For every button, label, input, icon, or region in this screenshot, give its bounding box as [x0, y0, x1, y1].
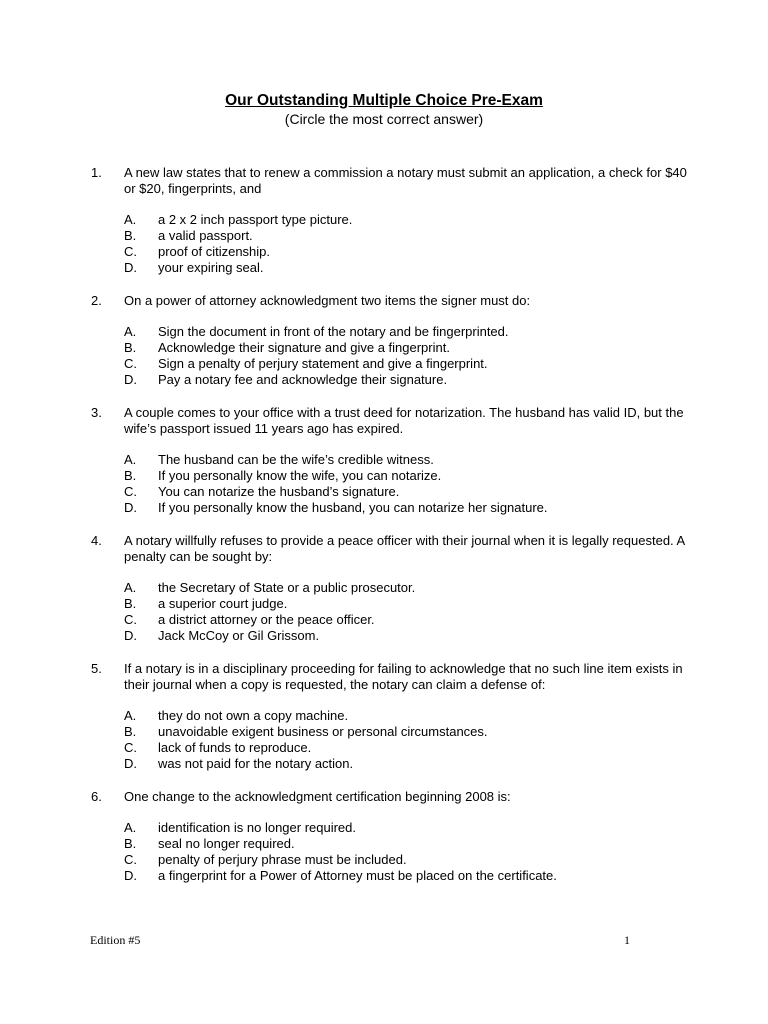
option-list: [0, 212, 768, 276]
option-d[interactable]: [0, 628, 768, 644]
option-letter: B.: [124, 596, 137, 611]
option-c[interactable]: [0, 740, 768, 756]
option-text: seal no longer required.: [158, 836, 295, 851]
option-text: the Secretary of State or a public prosecutor.: [158, 580, 416, 595]
option-letter: C.: [124, 484, 137, 499]
option-a[interactable]: [0, 324, 768, 340]
option-letter: C.: [124, 740, 137, 755]
option-d[interactable]: [0, 756, 768, 772]
question-6: [0, 789, 768, 884]
option-c[interactable]: [0, 356, 768, 372]
option-c[interactable]: [0, 484, 768, 500]
question-text: On a power of attorney acknowledgment two items the signer must do:: [124, 293, 531, 308]
option-letter: D.: [124, 628, 137, 643]
option-list: [0, 708, 768, 772]
question-4: [0, 533, 768, 644]
question-5: [0, 661, 768, 772]
option-letter: B.: [124, 724, 137, 739]
question-number: 2.: [91, 293, 102, 308]
option-a[interactable]: [0, 708, 768, 724]
option-text: Jack McCoy or Gil Grissom.: [158, 628, 320, 643]
page-title: Our Outstanding Multiple Choice Pre-Exam: [225, 92, 543, 109]
option-letter: B.: [124, 468, 137, 483]
option-d[interactable]: [0, 500, 768, 516]
option-text: your expiring seal.: [158, 260, 264, 275]
question-1: [0, 165, 768, 276]
option-d[interactable]: [0, 372, 768, 388]
option-letter: C.: [124, 356, 137, 371]
option-list: [0, 324, 768, 388]
question-3: [0, 405, 768, 516]
option-text: a fingerprint for a Power of Attorney must be placed on the certificate.: [158, 868, 557, 883]
question-2: [0, 293, 768, 388]
option-list: [0, 820, 768, 884]
option-text: identification is no longer required.: [158, 820, 357, 835]
question-text: A notary willfully refuses to provide a peace officer with their journal when it is legally requested. A penalty can be sought by:: [124, 533, 685, 564]
option-letter: C.: [124, 244, 137, 259]
option-list: [0, 452, 768, 516]
option-text: a valid passport.: [158, 228, 253, 243]
option-d[interactable]: [0, 868, 768, 884]
option-letter: D.: [124, 372, 137, 387]
option-c[interactable]: [0, 244, 768, 260]
option-letter: A.: [124, 452, 137, 467]
option-b[interactable]: [0, 468, 768, 484]
question-list: [0, 165, 768, 901]
option-letter: A.: [124, 820, 137, 835]
footer-edition: Edition #5: [90, 933, 141, 947]
question-number: 6.: [91, 789, 102, 804]
option-text: Acknowledge their signature and give a fingerprint.: [158, 340, 450, 355]
option-b[interactable]: [0, 596, 768, 612]
option-a[interactable]: [0, 212, 768, 228]
question-text: A couple comes to your office with a trust deed for notarization. The husband has valid ID, but the wife’s passport issued 11 years ago has expired.: [124, 405, 684, 436]
option-d[interactable]: [0, 260, 768, 276]
option-letter: A.: [124, 212, 137, 227]
option-text: was not paid for the notary action.: [158, 756, 354, 771]
option-c[interactable]: [0, 852, 768, 868]
option-b[interactable]: [0, 340, 768, 356]
option-text: If you personally know the husband, you can notarize her signature.: [158, 500, 548, 515]
question-number: 5.: [91, 661, 102, 676]
option-b[interactable]: [0, 228, 768, 244]
option-letter: A.: [124, 708, 137, 723]
page-subtitle: (Circle the most correct answer): [284, 111, 484, 127]
option-text: Sign the document in front of the notary and be fingerprinted.: [158, 324, 509, 339]
option-text: lack of funds to reproduce.: [158, 740, 312, 755]
option-a[interactable]: [0, 452, 768, 468]
question-number: 1.: [91, 165, 102, 180]
option-letter: C.: [124, 852, 137, 867]
option-text: If you personally know the wife, you can notarize.: [158, 468, 442, 483]
option-letter: A.: [124, 580, 137, 595]
option-a[interactable]: [0, 820, 768, 836]
option-b[interactable]: [0, 836, 768, 852]
question-text: A new law states that to renew a commission a notary must submit an application, a check for $40 or $20, fingerprints, and: [124, 165, 687, 196]
option-text: a district attorney or the peace officer.: [158, 612, 375, 627]
option-text: a 2 x 2 inch passport type picture.: [158, 212, 353, 227]
question-number: 3.: [91, 405, 102, 420]
question-number: 4.: [91, 533, 102, 548]
option-text: Pay a notary fee and acknowledge their signature.: [158, 372, 448, 387]
option-letter: B.: [124, 340, 137, 355]
option-letter: D.: [124, 260, 137, 275]
option-text: The husband can be the wife’s credible witness.: [158, 452, 434, 467]
option-text: proof of citizenship.: [158, 244, 271, 259]
option-letter: D.: [124, 756, 137, 771]
option-text: penalty of perjury phrase must be included.: [158, 852, 407, 867]
option-a[interactable]: [0, 580, 768, 596]
option-letter: B.: [124, 228, 137, 243]
option-c[interactable]: [0, 612, 768, 628]
option-letter: C.: [124, 612, 137, 627]
option-letter: B.: [124, 836, 137, 851]
question-text: One change to the acknowledgment certification beginning 2008 is:: [124, 789, 511, 804]
option-letter: A.: [124, 324, 137, 339]
question-text: If a notary is in a disciplinary proceeding for failing to acknowledge that no such line item exists in their journal when a copy is requested, the notary can claim a defense of:: [124, 661, 683, 692]
option-list: [0, 580, 768, 644]
option-text: Sign a penalty of perjury statement and give a fingerprint.: [158, 356, 488, 371]
option-letter: D.: [124, 500, 137, 515]
option-text: they do not own a copy machine.: [158, 708, 349, 723]
option-b[interactable]: [0, 724, 768, 740]
option-text: a superior court judge.: [158, 596, 288, 611]
option-text: unavoidable exigent business or personal circumstances.: [158, 724, 488, 739]
option-text: You can notarize the husband’s signature.: [158, 484, 400, 499]
option-letter: D.: [124, 868, 137, 883]
footer-page-number: 1: [624, 933, 630, 947]
